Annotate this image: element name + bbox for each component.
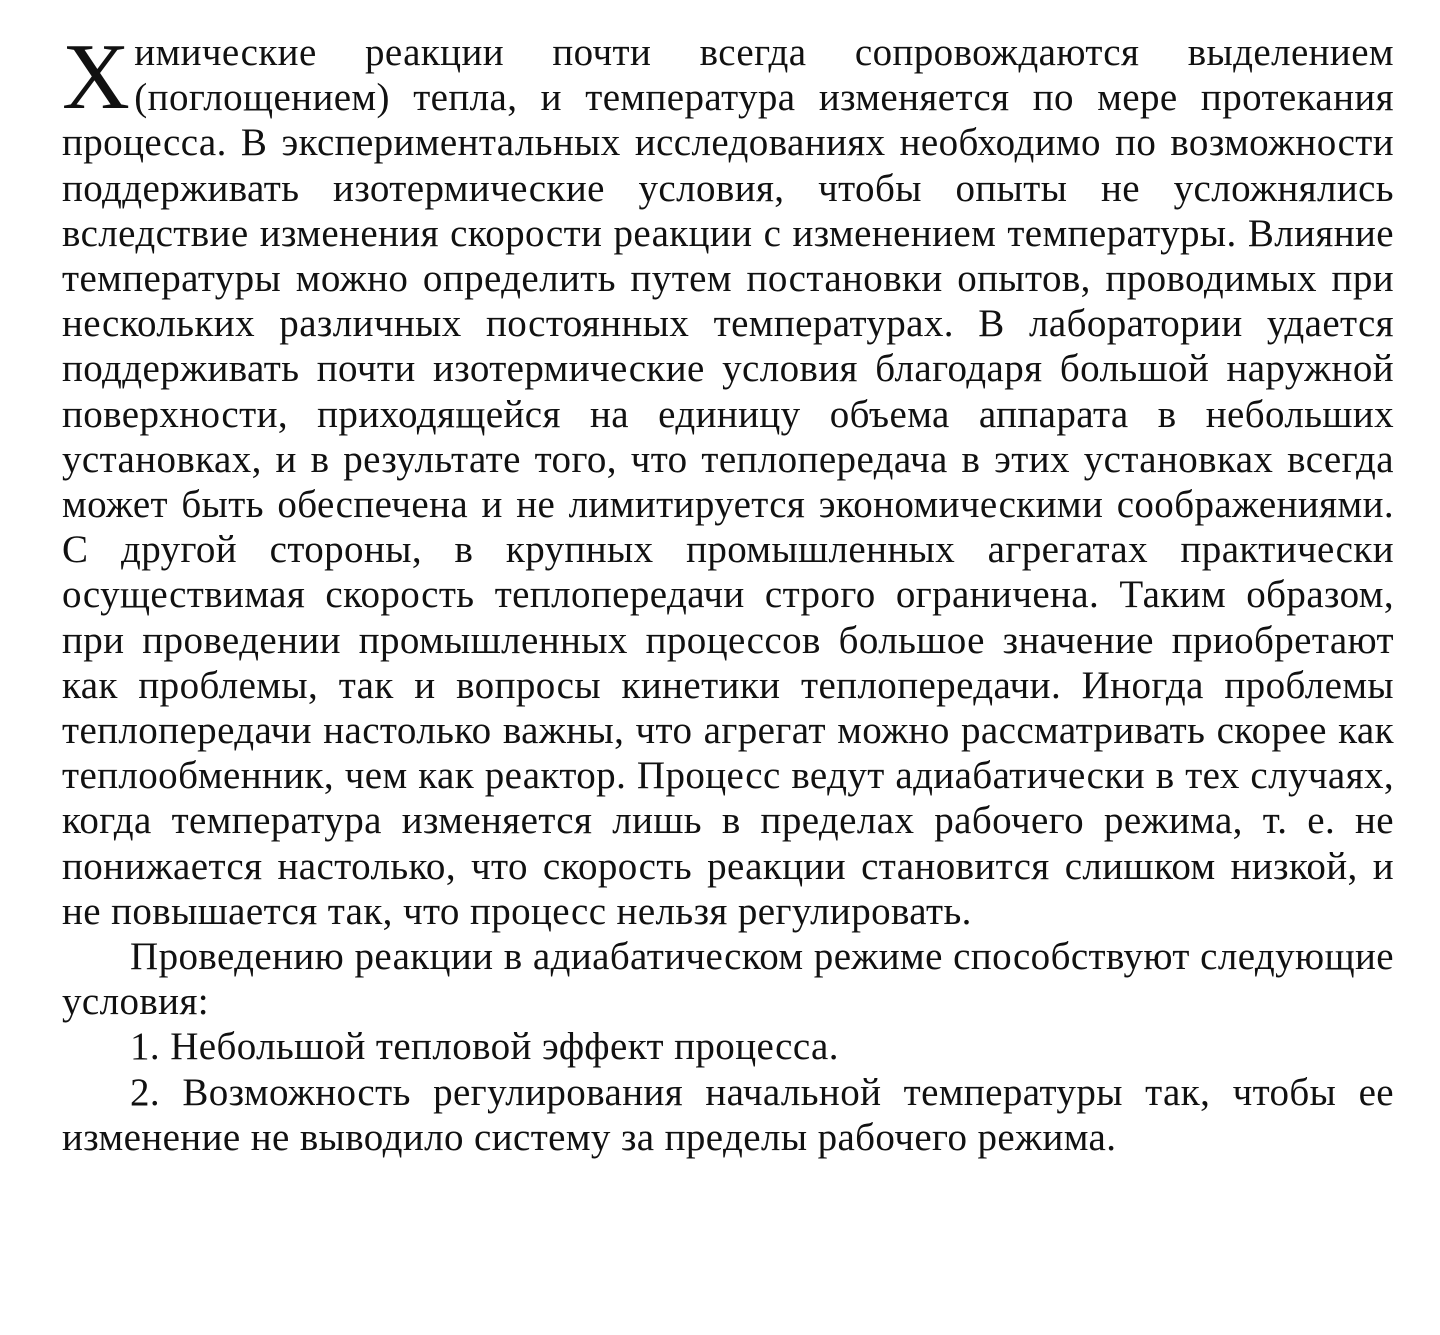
paragraph-intro: [62, 25, 1394, 934]
drop-cap: Х: [62, 25, 131, 129]
paragraph-intro-text: имические реакции почти всегда сопровождаются выделением (поглощением) тепла, и температура изменяется по мере протекания процесса. В экспериментальных исследованиях необходимо по возможности поддерживать изотермические условия, чтобы опыты не усложнялись вследствие изменения скорости реакции с изменением температуры. Влияние температуры можно определить путем постановки опытов, проводимых при нескольких различных постоянных температурах. В лаборатории удается поддерживать почти изотермические условия благодаря большой наружной поверхности, приходящейся на единицу объема аппарата в небольших установках, и в результате того, что теплопередача в этих установках всегда может быть обеспечена и не лимитируется экономическими соображениями. С другой стороны, в крупных промышленных агрегатах практически осуществимая скорость теплопередачи строго ограничена. Таким образом, при проведении промышленных процессов большое значение приобретают как проблемы, так и вопросы кинетики теплопередачи. Иногда проблемы теплопередачи настолько важны, что агрегат можно рассматривать скорее как теплообменник, чем как реактор. Процесс ведут адиабатически в тех случаях, когда температура изменяется лишь в пределах рабочего режима, т. е. не понижается настолько, что скорость реакции становится слишком низкой, и не повышается так, что процесс нельзя регулировать.: [62, 31, 1394, 933]
document-page: [62, 25, 1394, 1160]
paragraph-adiabatic-conditions: Проведению реакции в адиабатическом режиме способствуют следующие условия:: [62, 935, 1394, 1024]
list-item-2: 2. Возможность регулирования начальной температуры так, чтобы ее изменение не выводило систему за пределы рабочего режима.: [62, 1070, 1394, 1159]
list-item-1: 1. Небольшой тепловой эффект процесса.: [130, 1025, 839, 1069]
